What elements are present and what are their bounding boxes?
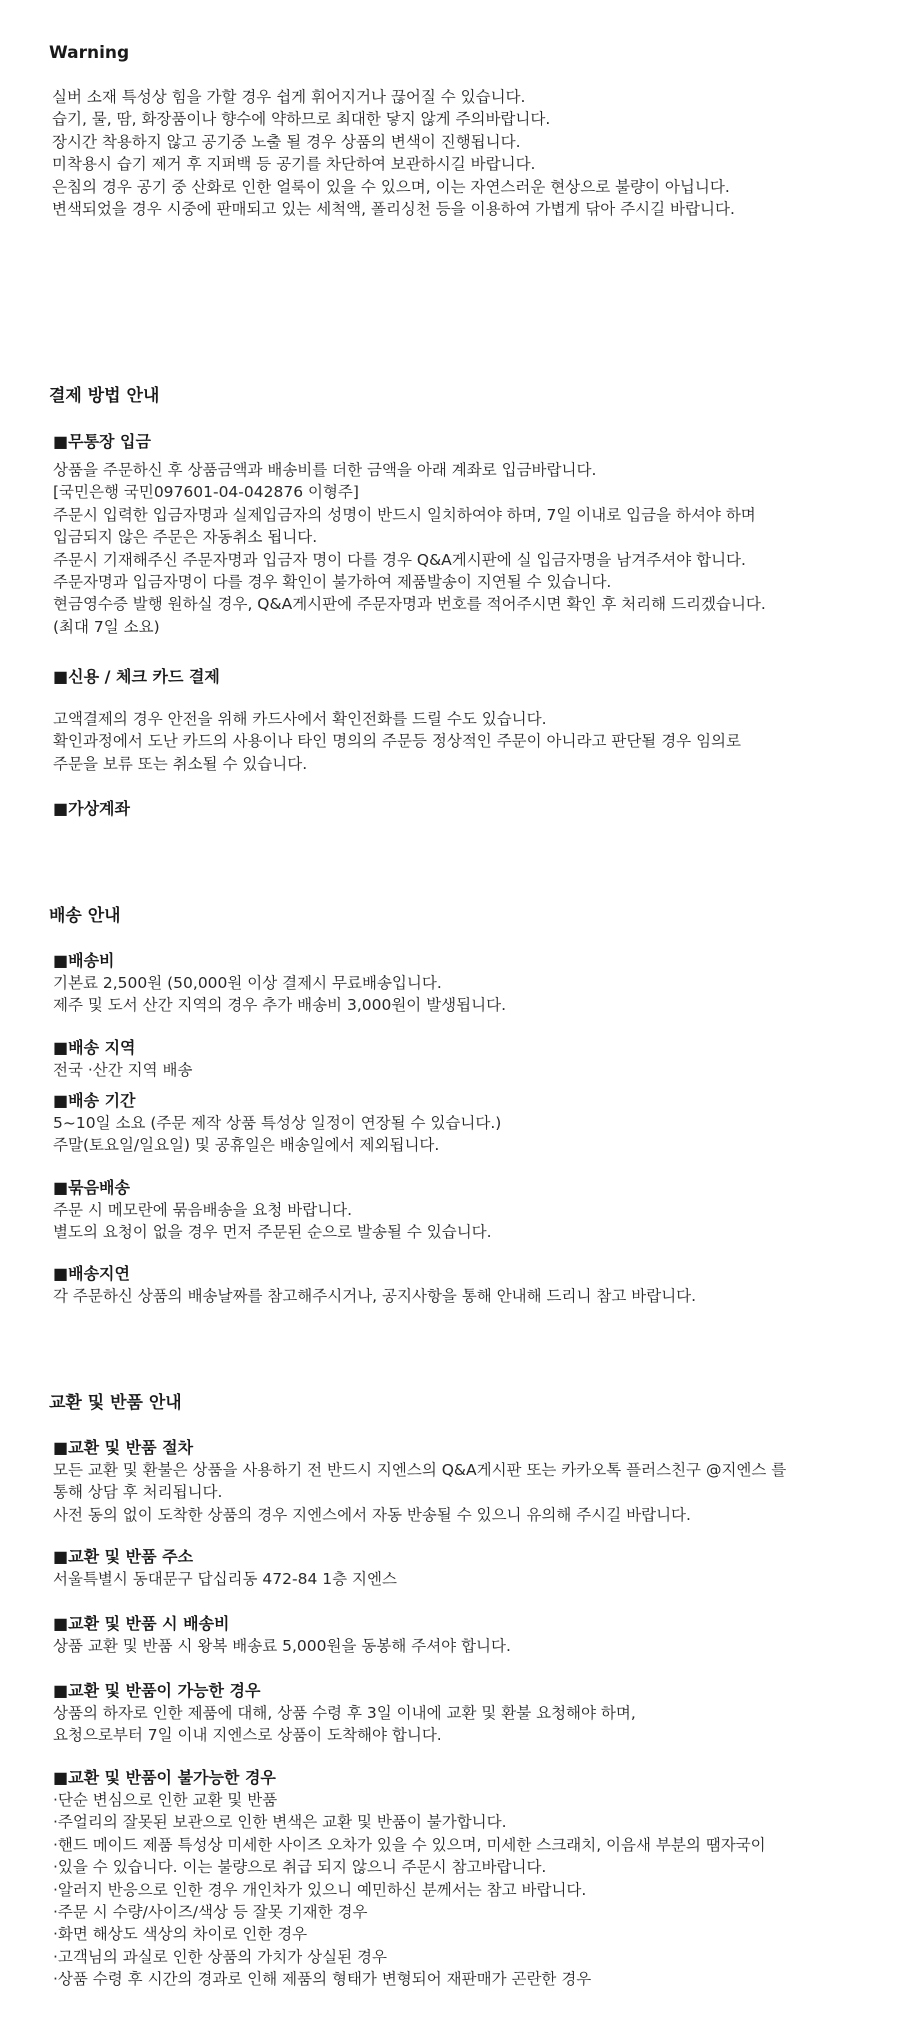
exchange-section-title: 교환 및 반품 안내	[49, 1393, 182, 1413]
warning-line: 변색되었을 경우 시중에 판매되고 있는 세척액, 폴리싱천 등을 이용하여 가볍게 닦아 주시길 바랍니다.	[52, 200, 735, 219]
bundle-shipping-block	[53, 1177, 873, 1244]
exchange-possible-line: 상품의 하자로 인한 제품에 대해, 상품 수령 후 3일 이내에 교환 및 환불 요청해야 하며,	[53, 1704, 636, 1722]
shipping-delay-heading: ■배송지연	[53, 1264, 130, 1283]
shipping-delay-line: 각 주문하신 상품의 배송날짜를 참고해주시거나, 공지사항을 통해 안내해 드리니 참고 바랍니다.	[53, 1287, 697, 1305]
exchange-procedure-line: 모든 교환 및 환불은 상품을 사용하기 전 반드시 지엔스의 Q&A게시판 또는 카카오톡 플러스친구 @지엔스 를	[53, 1461, 787, 1479]
shipping-period-block	[53, 1090, 873, 1157]
warning-title: Warning	[49, 43, 130, 63]
shipping-area-list	[53, 1059, 873, 1081]
exchange-impossible-line: ·핸드 메이드 제품 특성상 미세한 사이즈 오차가 있을 수 있으며, 미세한 스크래치, 이음새 부분의 땜자국이	[53, 1835, 766, 1854]
exchange-address-heading: ■교환 및 반품 주소	[53, 1547, 194, 1566]
shipping-fee-block	[53, 950, 873, 1017]
exchange-procedure-list	[53, 1459, 873, 1526]
exchange-possible-list	[53, 1702, 873, 1747]
exchange-address-line: 서울특별시 동대문구 답십리동 472-84 1층 지엔스	[53, 1570, 397, 1588]
exchange-possible-line: 요청으로부터 7일 이내 지엔스로 상품이 도착해야 합니다.	[53, 1726, 442, 1745]
bank-transfer-line: 입금되지 않은 주문은 자동취소 됩니다.	[53, 528, 318, 547]
exchange-address-block	[53, 1546, 873, 1590]
exchange-procedure-line: 통해 상담 후 처리됩니다.	[53, 1483, 223, 1502]
bundle-shipping-line: 주문 시 메모란에 묶음배송을 요청 바랍니다.	[53, 1201, 353, 1219]
exchange-procedure-heading: ■교환 및 반품 절차	[53, 1438, 194, 1457]
exchange-address-list	[53, 1568, 873, 1590]
warning-block	[52, 86, 872, 220]
exchange-fee-block	[53, 1613, 873, 1657]
warning-line: 미착용시 습기 제거 후 지퍼백 등 공기를 차단하여 보관하시길 바랍니다.	[52, 155, 536, 174]
shipping-delay-list	[53, 1285, 873, 1307]
exchange-procedure-line: 사전 동의 없이 도착한 상품의 경우 지엔스에서 자동 반송될 수 있으니 유의해 주시길 바랍니다.	[53, 1505, 691, 1524]
payment-section-title: 결제 방법 안내	[49, 386, 160, 406]
shipping-area-heading: ■배송 지역	[53, 1038, 136, 1057]
virtual-account-heading: ■가상계좌	[53, 799, 130, 818]
bank-transfer-heading: ■무통장 입금	[53, 432, 151, 451]
shipping-period-heading: ■배송 기간	[53, 1091, 136, 1110]
warning-line: 장시간 착용하지 않고 공기중 노출 될 경우 상품의 변색이 진행됩니다.	[52, 132, 521, 151]
card-payment-heading: ■신용 / 체크 카드 결제	[53, 667, 220, 686]
exchange-impossible-line: ·고객님의 과실로 인한 상품의 가치가 상실된 경우	[53, 1947, 387, 1966]
exchange-impossible-line: ·상품 수령 후 시간의 경과로 인해 제품의 형태가 변형되어 재판매가 곤란한 경우	[53, 1970, 592, 1989]
card-payment-list	[53, 708, 873, 775]
exchange-impossible-line: ·주문 시 수량/사이즈/색상 등 잘못 기재한 경우	[53, 1903, 368, 1922]
exchange-possible-block	[53, 1680, 873, 1747]
shipping-period-line: 주말(토요일/일요일) 및 공휴일은 배송일에서 제외됩니다.	[53, 1136, 440, 1155]
bank-transfer-line: 현금영수증 발행 원하실 경우, Q&A게시판에 주문자명과 번호를 적어주시면 확인 후 처리해 드리겠습니다.	[53, 595, 766, 614]
bank-transfer-line: 주문시 기재해주신 주문자명과 입금자 명이 다를 경우 Q&A게시판에 실 입금자명을 남겨주셔야 합니다.	[53, 550, 746, 569]
card-payment-line: 고액결제의 경우 안전을 위해 카드사에서 확인전화를 드릴 수도 있습니다.	[53, 710, 547, 728]
shipping-fee-line: 제주 및 도서 산간 지역의 경우 추가 배송비 3,000원이 발생됩니다.	[53, 996, 506, 1015]
shipping-fee-heading: ■배송비	[53, 951, 115, 970]
shipping-period-line: 5~10일 소요 (주문 제작 상품 특성상 일정이 연장될 수 있습니다.)	[53, 1114, 502, 1132]
warning-line: 은침의 경우 공기 중 산화로 인한 얼룩이 있을 수 있으며, 이는 자연스러운 현상으로 불량이 아닙니다.	[52, 177, 730, 196]
bank-transfer-list	[53, 459, 873, 638]
bank-transfer-line: 주문시 입력한 입금자명과 실제입금자의 성명이 반드시 일치하여야 하며, 7일 이내로 입금을 하셔야 하며	[53, 505, 756, 524]
exchange-possible-heading: ■교환 및 반품이 가능한 경우	[53, 1681, 261, 1700]
exchange-fee-heading: ■교환 및 반품 시 배송비	[53, 1614, 230, 1633]
exchange-impossible-line: ·있을 수 있습니다. 이는 불량으로 취급 되지 않으니 주문시 참고바랍니다.	[53, 1858, 547, 1877]
exchange-procedure-block	[53, 1437, 873, 1526]
exchange-impossible-heading: ■교환 및 반품이 불가능한 경우	[53, 1768, 276, 1787]
bundle-shipping-heading: ■묶음배송	[53, 1178, 130, 1197]
bank-transfer-line: (최대 7일 소요)	[53, 617, 160, 636]
bank-transfer-line: 주문자명과 입금자명이 다를 경우 확인이 불가하여 제품발송이 지연될 수 있습니다.	[53, 573, 612, 592]
exchange-impossible-line: ·주얼리의 잘못된 보관으로 인한 변색은 교환 및 반품이 불가합니다.	[53, 1813, 507, 1832]
shipping-period-list	[53, 1112, 873, 1157]
shipping-fee-list	[53, 972, 873, 1017]
bundle-shipping-list	[53, 1199, 873, 1244]
exchange-fee-line: 상품 교환 및 반품 시 왕복 배송료 5,000원을 동봉해 주셔야 합니다.	[53, 1637, 511, 1655]
card-payment-block	[53, 666, 873, 775]
exchange-impossible-line: ·알러지 반응으로 인한 경우 개인차가 있으니 예민하신 분께서는 참고 바랍니다.	[53, 1880, 587, 1899]
warning-line: 습기, 물, 땀, 화장품이나 향수에 약하므로 최대한 닿지 않게 주의바랍니다.	[52, 110, 551, 129]
card-payment-line: 확인과정에서 도난 카드의 사용이나 타인 명의의 주문등 정상적인 주문이 아니라고 판단될 경우 임의로	[53, 732, 741, 751]
bank-transfer-block	[53, 431, 873, 638]
shipping-area-line: 전국 ·산간 지역 배송	[53, 1061, 193, 1079]
bundle-shipping-line: 별도의 요청이 없을 경우 먼저 주문된 순으로 발송될 수 있습니다.	[53, 1223, 492, 1242]
exchange-impossible-block	[53, 1767, 873, 1991]
bank-account-line: [국민은행 국민097601-04-042876 이형주]	[53, 483, 359, 502]
exchange-impossible-line: ·화면 해상도 색상의 차이로 인한 경우	[53, 1925, 308, 1944]
shipping-area-block	[53, 1037, 873, 1081]
exchange-impossible-line: ·단순 변심으로 인한 교환 및 반품	[53, 1791, 278, 1809]
exchange-impossible-list	[53, 1789, 873, 1991]
shipping-fee-line: 기본료 2,500원 (50,000원 이상 결제시 무료배송입니다.	[53, 974, 442, 992]
shipping-delay-block	[53, 1263, 873, 1307]
bank-transfer-line: 상품을 주문하신 후 상품금액과 배송비를 더한 금액을 아래 계좌로 입금바랍니다.	[53, 461, 597, 479]
shipping-section-title: 배송 안내	[49, 906, 121, 926]
warning-list	[52, 86, 872, 220]
card-payment-line: 주문을 보류 또는 취소될 수 있습니다.	[53, 754, 308, 773]
warning-line: 실버 소재 특성상 힘을 가할 경우 쉽게 휘어지거나 끊어질 수 있습니다.	[52, 88, 526, 106]
exchange-fee-list	[53, 1635, 873, 1657]
virtual-account-block	[53, 798, 873, 820]
